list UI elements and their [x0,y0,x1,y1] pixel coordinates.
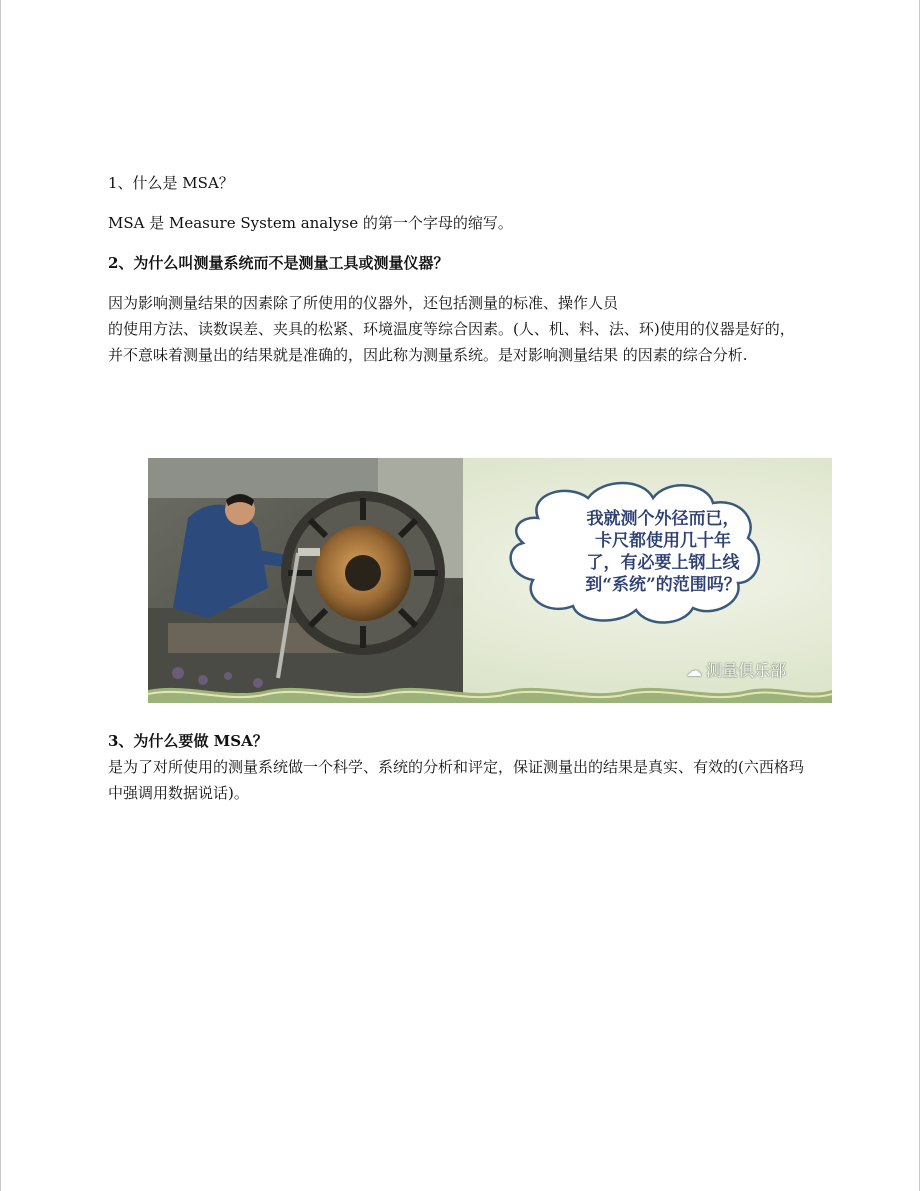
document-body-continued [108,728,808,806]
section2-answer-paragraph: 的使用方法、读数误差、夹具的松紧、环境温度等综合因素。(人、机、料、法、环)使用的仪器是好的，并不意味着测量出的结果就是准确的，因此称为测量系统。是对影响测量结果 的因素的综合分析. [108,320,795,364]
bubble-line-1: 我就测个外径而已， [586,509,740,529]
section3-heading: 3、为什么要做 MSA？ [108,732,268,750]
section3-answer: 是为了对所使用的测量系统做一个科学、系统的分析和评定，保证测量出的结果是真实、有效的(六西格玛中强调用数据说话)。 [108,758,804,802]
lathe-chuck [281,491,445,655]
watermark [686,658,786,681]
section1-heading: 1、什么是 MSA？ [108,174,234,192]
section2-heading: 2、为什么叫测量系统而不是测量工具或测量仪器？ [108,254,449,272]
bubble-line-2: 卡尺都使用几十年 [595,531,731,551]
bubble-line-3: 了，有必要上钢上线 [586,553,740,573]
wechat-icon: ☁ [686,661,702,680]
page-border-left [0,0,1,1191]
lathe-photo [148,458,463,693]
lathe-measurement-figure [148,458,832,703]
bubble-text [553,508,773,596]
watermark-text: 测量俱乐部 [706,661,787,680]
section2-answer-line1: 因为影响测量结果的因素除了所使用的仪器外，还包括测量的标准、操作人员 [108,294,619,312]
section1-answer: MSA 是 Measure System analyse 的第一个字母的缩写。 [108,214,513,232]
bubble-line-4: 到“系统”的范围吗？ [585,575,741,595]
document-body [108,170,808,368]
